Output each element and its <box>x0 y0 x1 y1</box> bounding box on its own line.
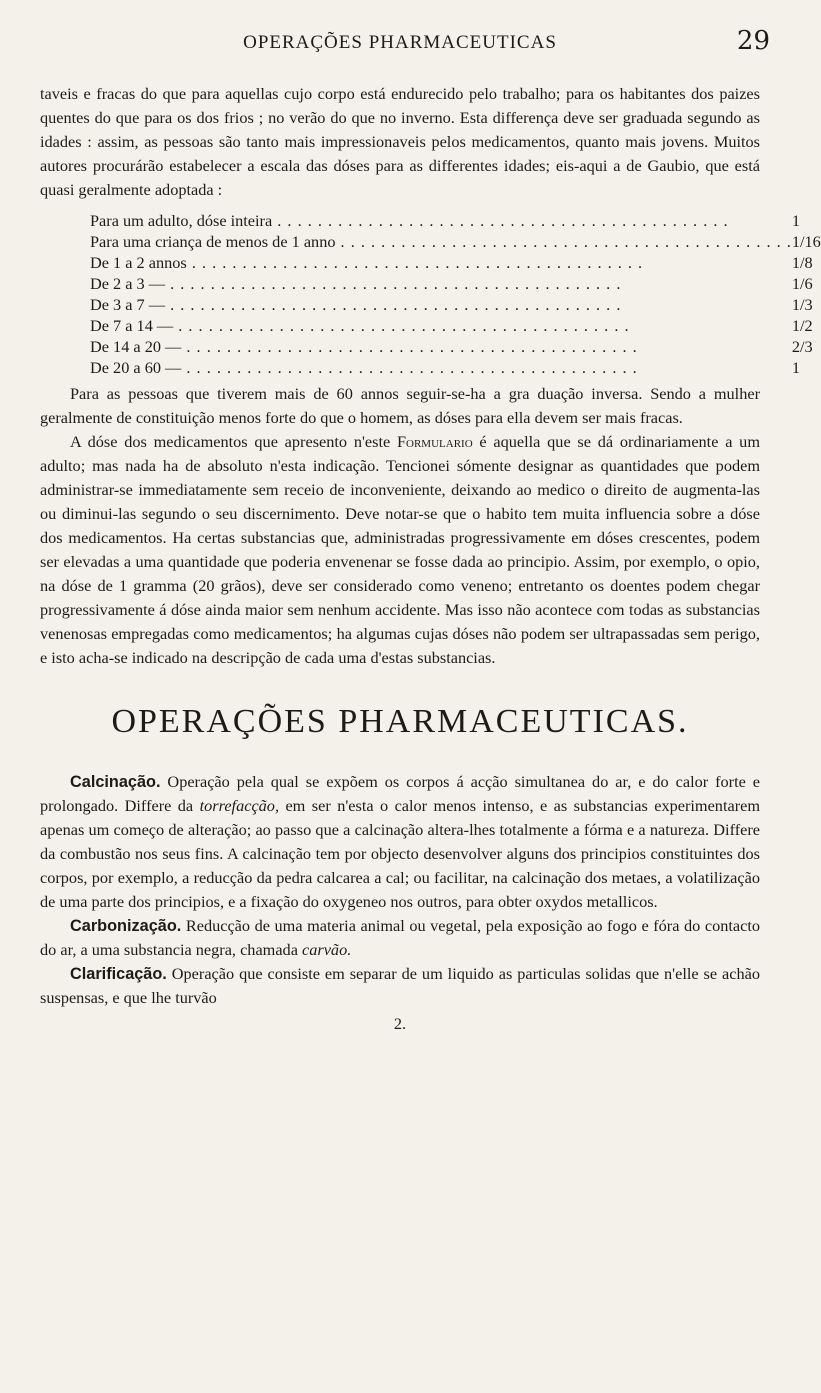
formulario-term: Formulario <box>396 432 473 451</box>
entry-text: em ser n'esta o calor menos intenso, e as substancias experimentarem apenas um começo de alteração; ao passo que a calcinação altera-lhes totalmente a fórma e a natureza. Differe da combustão nos seus fins. A calcinação tem por objecto desenvolver alguns dos principios constituintes dos corpos, por exemplo, a reducção da pedra calcarea a cal; ou facilitar, na calcinação dos metaes, a volatilização de uma parte dos principios, e a fixação do oxygeneo nos outros, para obter oxydos metallicos. <box>40 796 761 911</box>
entry-text: Operação pela qual se expõem os corpos á acção simultanea do ar, e do calor forte e prolongado. Differe da <box>40 772 760 815</box>
paragraph-text: é aquella que se dá ordinariamente a um adulto; mas nada ha de absoluto n'esta indicação. Tencionei sómente designar as quantidades que podem administrar-se immediatamente sem receio de inconveniente, deixando ao medico o direito de augmenta-las ou diminui-las segundo o seu discernimento. Deve notar-se que o habito tem muita influencia sobre a dóse dos medicamentos. Ha certas substancias que, administradas progressivamente em dóses crescentes, podem ser elevadas a uma quantidade que poderia envenenar se fosse dada ao principio. Assim, por exemplo, o opio, na dóse de 1 gramma (20 grãos), deve ser considerado como veneno; entretanto os doentes podem chegar progressivamente á dóse ainda maior sem nenhum accidente. Mas isso não acontece com todas as substancias venenosas empregadas como medicamentos; ha algumas cujas dóses não podem ser ultrapassadas sem perigo, e isto acha-se indicado na descripção de cada uma d'estas substancias. <box>40 432 760 667</box>
signature-mark: 2. <box>393 1014 407 1033</box>
entry-calcinacao <box>40 770 760 914</box>
body-paragraph-1: Para as pessoas que tiverem mais de 60 annos seguir-se-ha a gra duação inversa. Sendo a mulher geralmente de constituição menos forte do que o homem, as dóses para ella devem ser mais fracas. <box>40 384 760 427</box>
dose-label: De 14 a 20 — . . . <box>90 336 792 357</box>
entry-text: Reducção de uma materia animal ou vegetal, pela exposição ao fogo e fóra do contacto do ar, a uma substancia negra, chamada <box>40 916 760 959</box>
dose-label: Para um adulto, dóse inteira . . . <box>90 210 792 231</box>
dose-value: 1/3 <box>791 295 813 314</box>
dose-row <box>90 357 821 378</box>
dose-value: 1 <box>791 211 800 230</box>
dose-label: De 20 a 60 — . . . <box>90 357 792 378</box>
dose-label: De 7 a 14 — . . . <box>90 315 792 336</box>
dose-value: 1/2 <box>791 316 813 335</box>
entry-carbonizacao <box>40 914 760 962</box>
running-title: OPERAÇÕES PHARMACEUTICAS <box>243 32 557 53</box>
dose-row <box>90 315 821 336</box>
page-body <box>40 82 821 1036</box>
entry-term: Calcinação. <box>70 773 161 791</box>
dose-value: 1/6 <box>791 274 813 293</box>
dose-row <box>90 252 821 273</box>
entry-term: Clarificação. <box>70 965 167 983</box>
entry-italic: carvão. <box>302 940 352 959</box>
entry-text: Operação que consiste em separar de um liquido as particulas solidas que n'elle se achão suspensas, e que lhe turvão <box>40 964 760 1007</box>
paragraph-text: A dóse dos medicamentos que apresento n'este <box>70 432 397 451</box>
dose-value: 1 <box>791 358 800 377</box>
intro-paragraph: taveis e fracas do que para aquellas cujo corpo está endurecido pelo trabalho; para os habitantes dos paizes quentes do que para os dos frios ; no verão do que no inverno. Esta differença deve ser graduada segundo as idades : assim, as pessoas são tanto mais impressionaveis pelos medicamentos, quanto mais jovens. Muitos autores procurárão estabelecer a escala das dóses para as differentes idades; eis-aqui a de Gaubio, que está quasi geralmente adoptada : <box>40 84 760 199</box>
entry-clarificacao <box>40 962 760 1010</box>
dose-value: 2/3 <box>791 337 813 356</box>
dose-label: Para uma criança de menos de 1 anno . . . <box>90 231 792 252</box>
dose-label: De 2 a 3 — . . . <box>90 273 792 294</box>
dose-row <box>90 273 821 294</box>
entry-term: Carbonização. <box>70 917 182 935</box>
dose-row <box>90 231 821 252</box>
section-title: OPERAÇÕES PHARMACEUTICAS. <box>111 703 689 740</box>
dose-label: De 1 a 2 annos . . . <box>90 252 792 273</box>
dose-scale-table <box>90 210 821 378</box>
dose-row <box>90 210 821 231</box>
page-number: 29 <box>736 26 770 56</box>
dose-row <box>90 336 821 357</box>
dose-label: De 3 a 7 — . . . <box>90 294 792 315</box>
body-paragraph-2 <box>40 430 760 670</box>
dose-row <box>90 294 821 315</box>
dose-value: 1/8 <box>791 253 813 272</box>
entry-italic: torrefacção, <box>199 796 280 815</box>
dose-value: 1/16 <box>791 232 821 251</box>
